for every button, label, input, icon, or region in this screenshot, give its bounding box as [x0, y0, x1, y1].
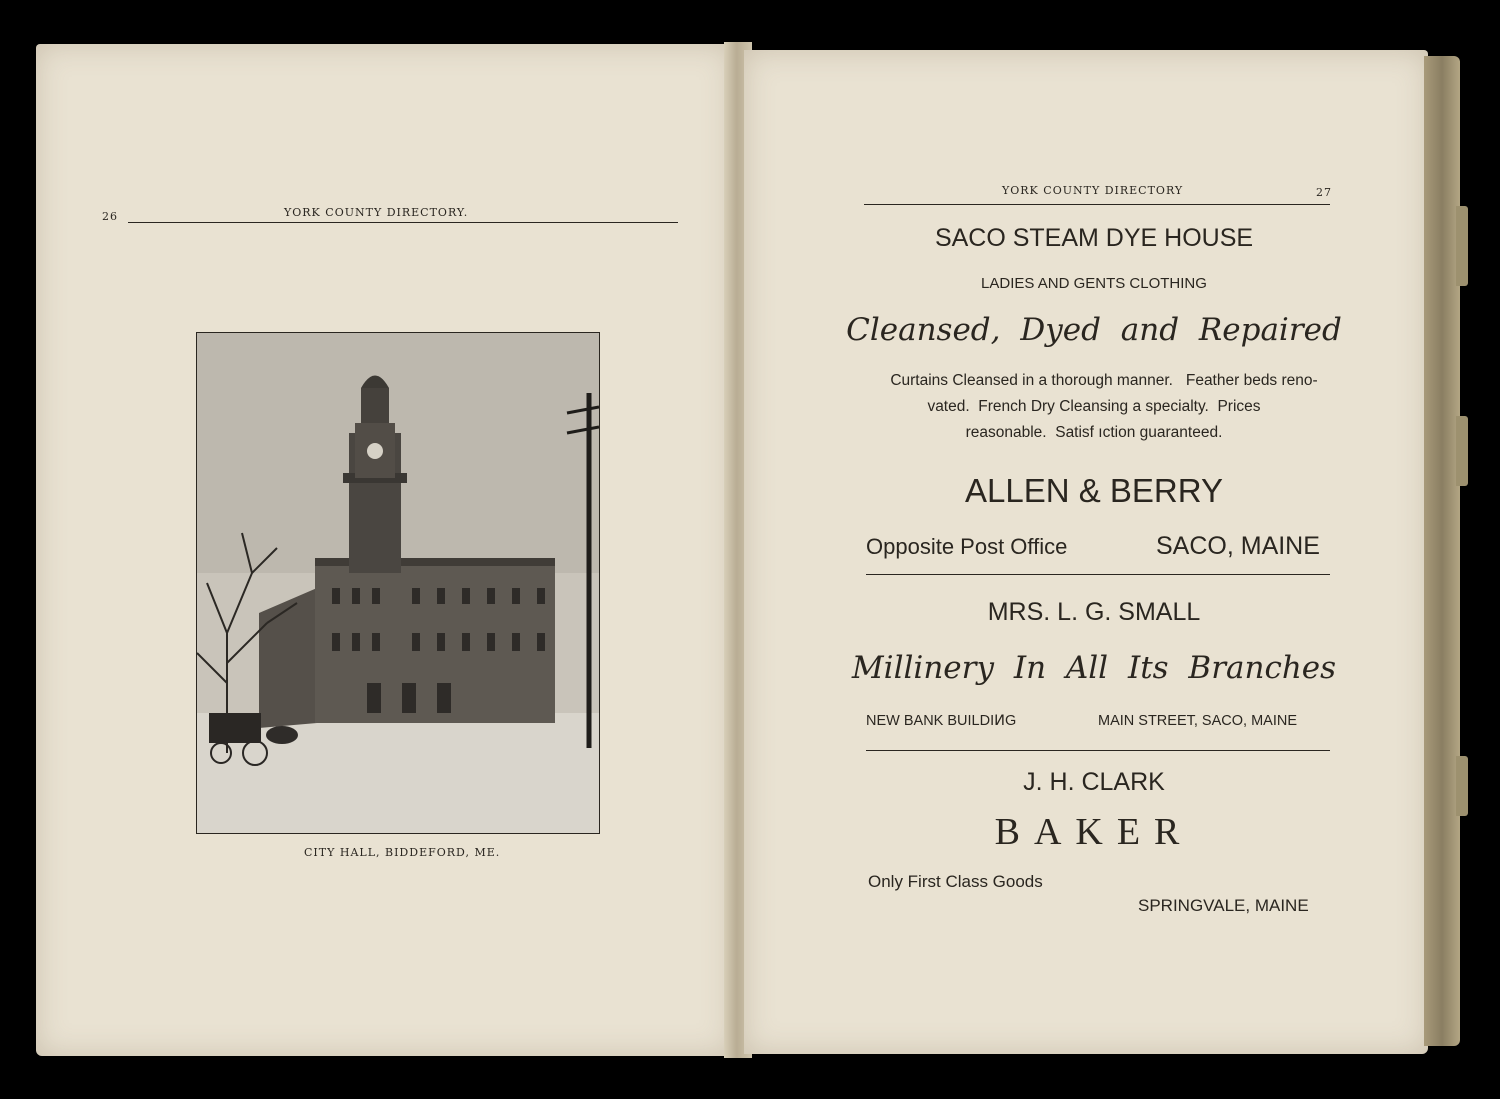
left-running-head: YORK COUNTY DIRECTORY. [284, 206, 469, 219]
ad1-location-left: Opposite Post Office [866, 534, 1068, 559]
right-page [744, 50, 1428, 1054]
divider-1 [866, 574, 1330, 575]
ad3-location: SPRINGVALE, MAINE [1138, 896, 1309, 915]
right-running-head: YORK COUNTY DIRECTORY [1002, 184, 1184, 197]
ad3-trade: BAKER [994, 811, 1194, 853]
left-head-rule [128, 222, 678, 223]
ad1-body-line3: reasonable. Satisf ıction guaranteed. [965, 424, 1223, 441]
ad1-firm: ALLEN & BERRY [964, 472, 1223, 509]
ad1-subtitle: LADIES AND GENTS CLOTHING [981, 275, 1207, 292]
open-book [28, 36, 1468, 1068]
right-page-number: 27 [1316, 186, 1332, 199]
city-hall-photo [196, 332, 600, 834]
ad2-tagline: Millinery In All Its Branches [851, 650, 1337, 686]
page-block-edge [1424, 56, 1460, 1046]
ad2-address-left: NEW BANK BUILDIͶG [866, 713, 1017, 729]
index-tab [1456, 206, 1468, 286]
ad2-name: MRS. L. G. SMALL [987, 598, 1201, 626]
ad1-title: SACO STEAM DYE HOUSE [934, 224, 1254, 252]
right-head-rule [864, 204, 1330, 205]
divider-2 [866, 750, 1330, 751]
ad2-address-right: MAIN STREET, SACO, MAINE [1098, 713, 1297, 729]
ad1-body-line1: Curtains Cleansed in a thorough manner. Feather beds reno- [890, 372, 1318, 389]
index-tab [1456, 416, 1468, 486]
photo-caption: CITY HALL, BIDDEFORD, ME. [304, 846, 501, 859]
left-page-number: 26 [102, 210, 118, 223]
ad3-slogan: Only First Class Goods [868, 872, 1043, 891]
ad1-body-line2: vated. French Dry Cleansing a specialty. Prices [927, 398, 1261, 415]
left-page [36, 44, 732, 1056]
ad3-name: J. H. CLARK [1023, 768, 1165, 796]
index-tab [1456, 756, 1468, 816]
ad1-tagline: Cleansed, Dyed and Repaired [846, 312, 1342, 348]
ad1-location-right: SACO, MAINE [1156, 532, 1320, 560]
city-hall-illustration [197, 333, 599, 833]
